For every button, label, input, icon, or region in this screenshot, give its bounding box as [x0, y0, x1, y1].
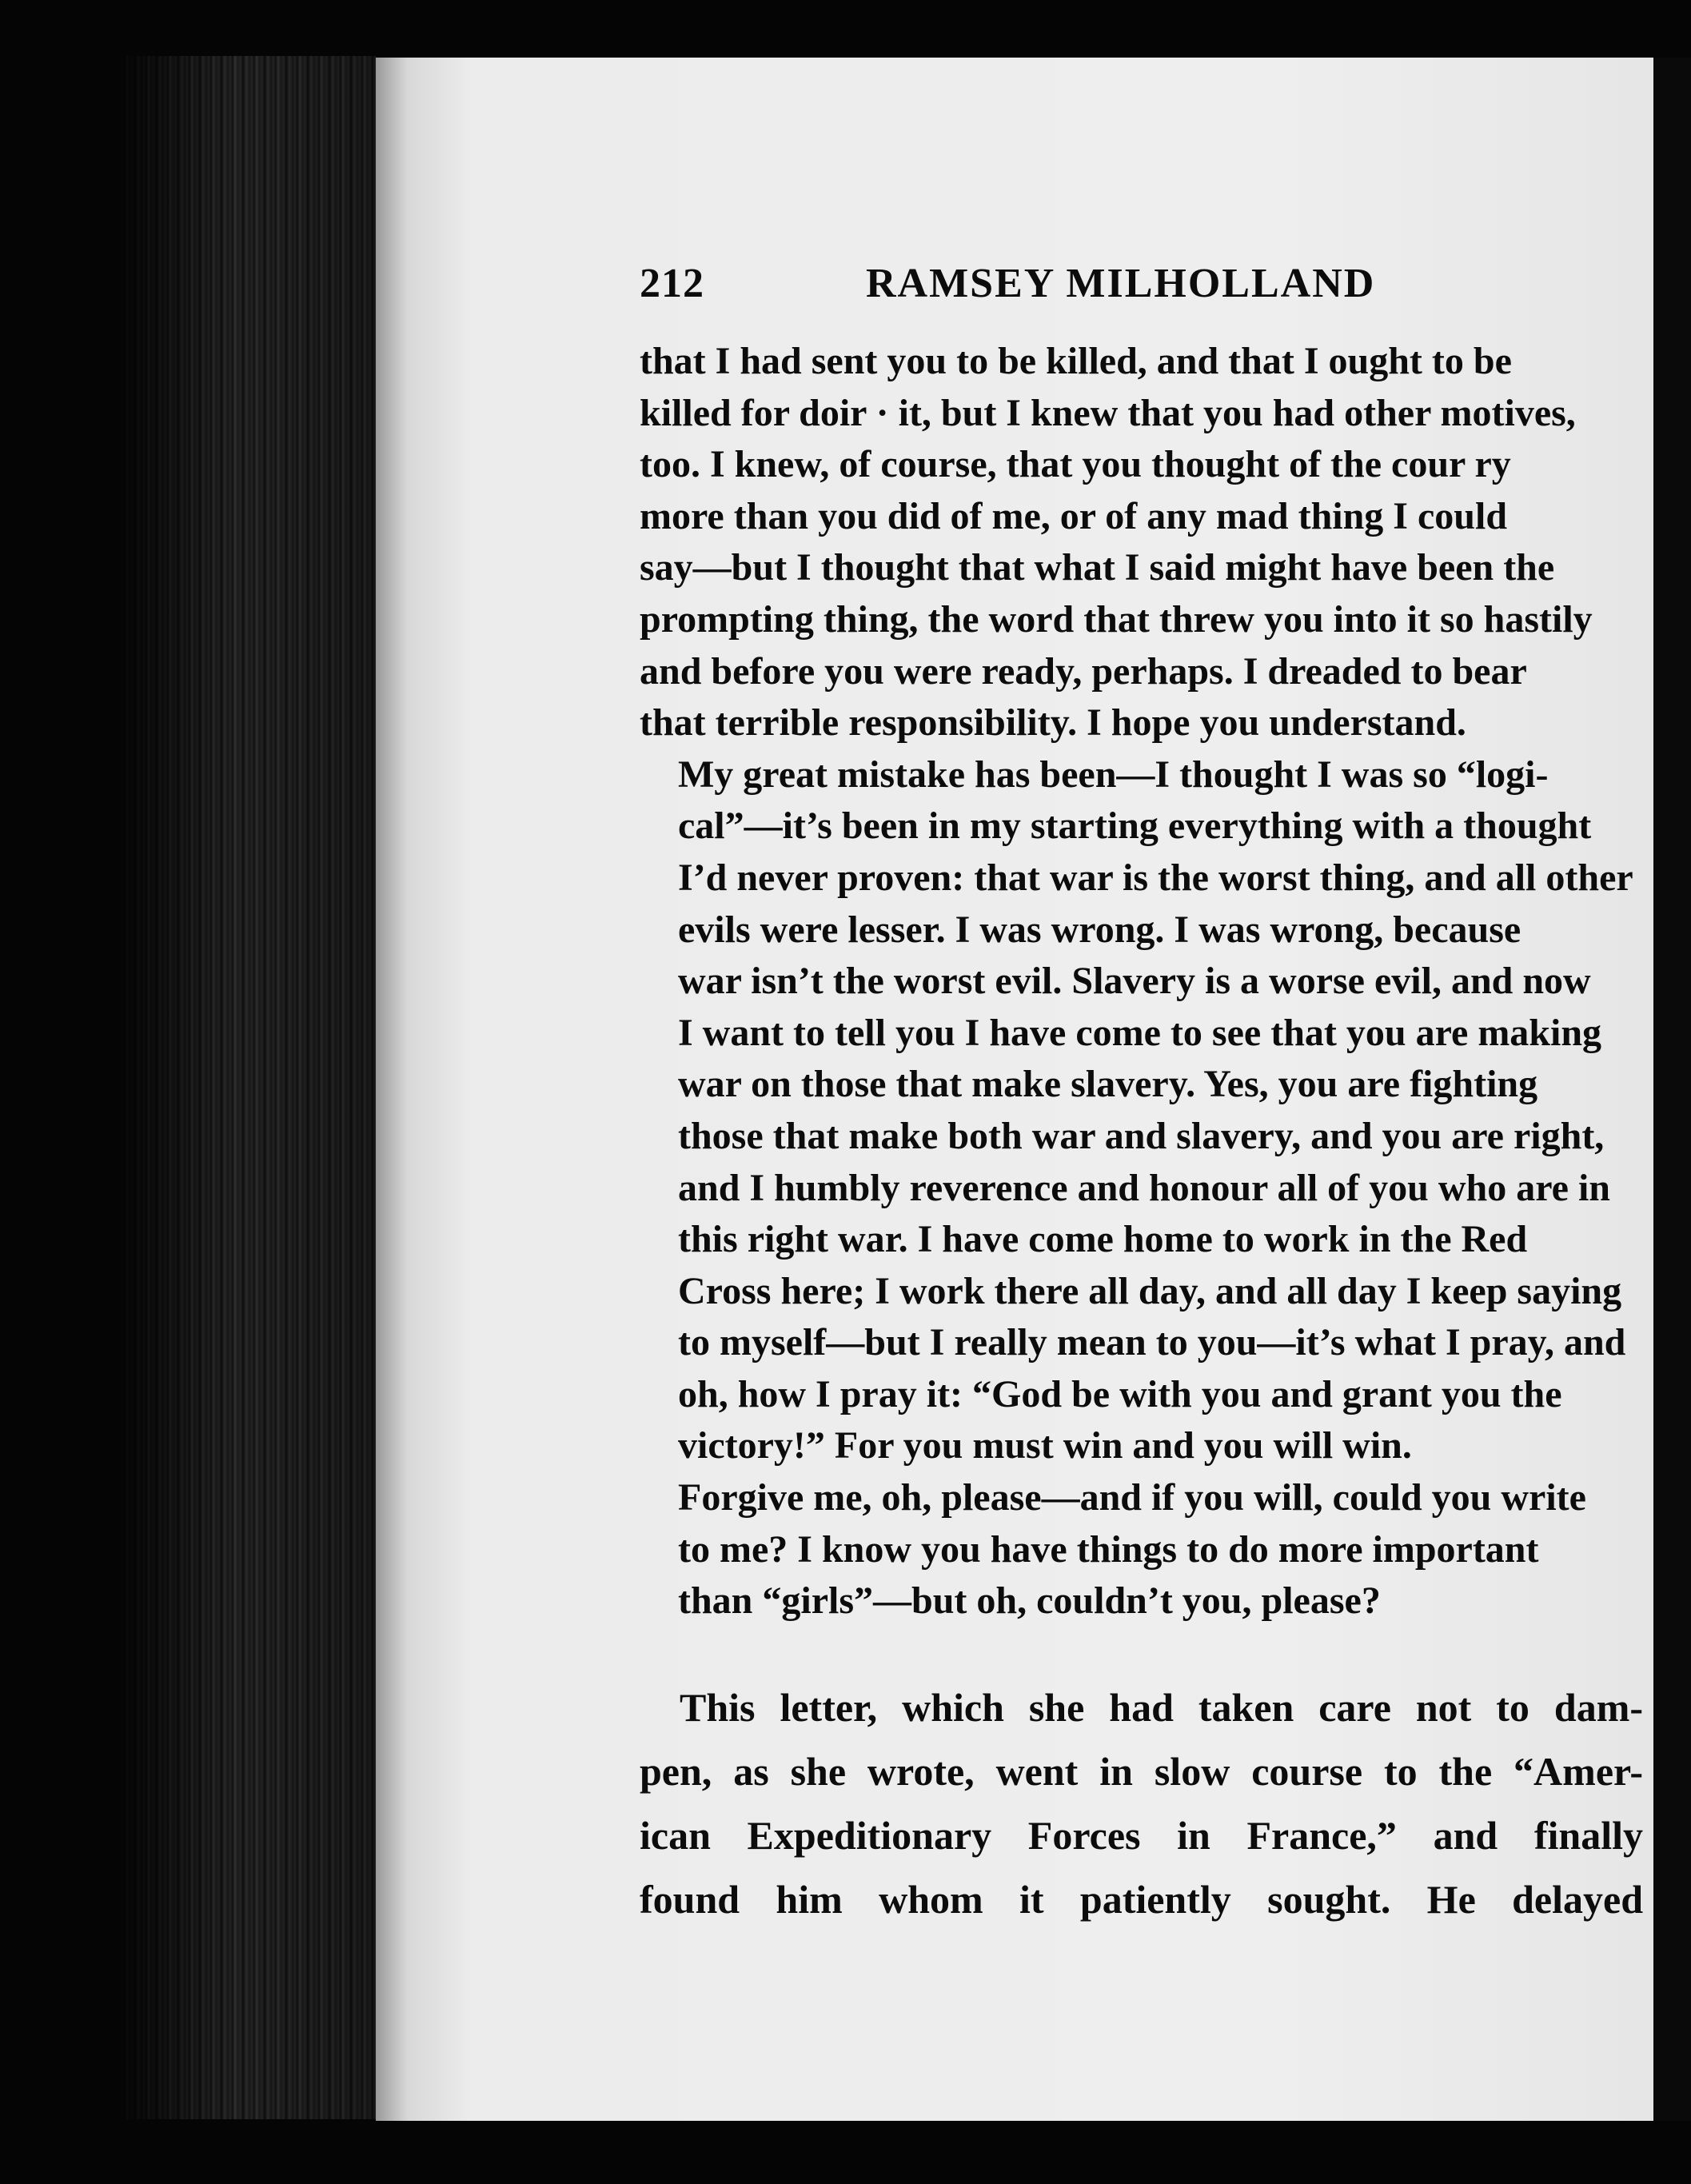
text-line: I’d never proven: that war is the worst thing, and all other: [678, 856, 1633, 899]
text-line: say—but I thought that what I said might have been the: [640, 546, 1555, 589]
text-line: Cross here; I work there all day, and all day I keep saying: [678, 1269, 1622, 1312]
text-line: killed for doir · it, but I knew that you had other motives,: [640, 391, 1576, 434]
text-line: and I humbly reverence and honour all of you who are in: [678, 1166, 1610, 1209]
text-line: those that make both war and slavery, and you are right,: [678, 1114, 1605, 1157]
narrative-paragraph: [640, 1675, 1643, 1931]
text-line: victory!” For you must win and you will win.: [678, 1424, 1412, 1467]
text-line: to me? I know you have things to do more important: [678, 1527, 1539, 1571]
body-text: [640, 336, 1643, 1931]
page-header: [640, 260, 1439, 324]
text-line: evils were lesser. I was wrong. I was wrong, because: [678, 908, 1522, 951]
text-line: ican Expeditionary Forces in France,” and finally: [640, 1812, 1643, 1858]
page-edge-shadow: [1653, 58, 1691, 2121]
text-line: This letter, which she had taken care not to dam-: [680, 1684, 1643, 1730]
text-line: that terrible responsibility. I hope you understand.: [640, 701, 1466, 745]
letter-text: [640, 336, 1643, 1627]
text-line: too. I knew, of course, that you thought of the cour ry: [640, 443, 1511, 486]
spine-shadow: [120, 56, 376, 2119]
text-line: My great mistake has been—I thought I was so “logi-: [678, 753, 1549, 796]
text-line: Forgive me, oh, please—and if you will, could you write: [678, 1476, 1586, 1519]
page-number: 212: [640, 261, 704, 306]
text-line: oh, how I pray it: “God be with you and grant you the: [678, 1372, 1562, 1415]
narrative-text: [640, 1675, 1643, 1931]
text-line: war on those that make slavery. Yes, you are fighting: [678, 1063, 1538, 1106]
letter-paragraph-2: [640, 749, 1643, 1472]
text-line: than “girls”—but oh, couldn’t you, please?: [678, 1579, 1381, 1623]
text-line: and before you were ready, perhaps. I dreaded to bear: [640, 649, 1527, 693]
text-line: found him whom it patiently sought. He delayed: [640, 1876, 1643, 1922]
text-line: war isn’t the worst evil. Slavery is a worse evil, and now: [678, 960, 1591, 1003]
letter-paragraph-3: [640, 1472, 1643, 1627]
text-line: more than you did of me, or of any mad thing I could: [640, 494, 1508, 537]
text-line: prompting thing, the word that threw you into it so hastily: [640, 597, 1593, 641]
text-line: that I had sent you to be killed, and that I ought to be: [640, 340, 1512, 382]
text-line: this right war. I have come home to work in the Red: [678, 1218, 1528, 1261]
running-title: RAMSEY MILHOLLAND: [866, 261, 1376, 306]
text-line: I want to tell you I have come to see that you are making: [678, 1011, 1602, 1054]
text-line: cal”—it’s been in my starting everything with a thought: [678, 805, 1592, 848]
letter-paragraph-1: [640, 336, 1643, 749]
text-line: pen, as she wrote, went in slow course to the “Amer-: [640, 1748, 1643, 1794]
text-line: to myself—but I really mean to you—it’s what I pray, and: [678, 1321, 1626, 1364]
